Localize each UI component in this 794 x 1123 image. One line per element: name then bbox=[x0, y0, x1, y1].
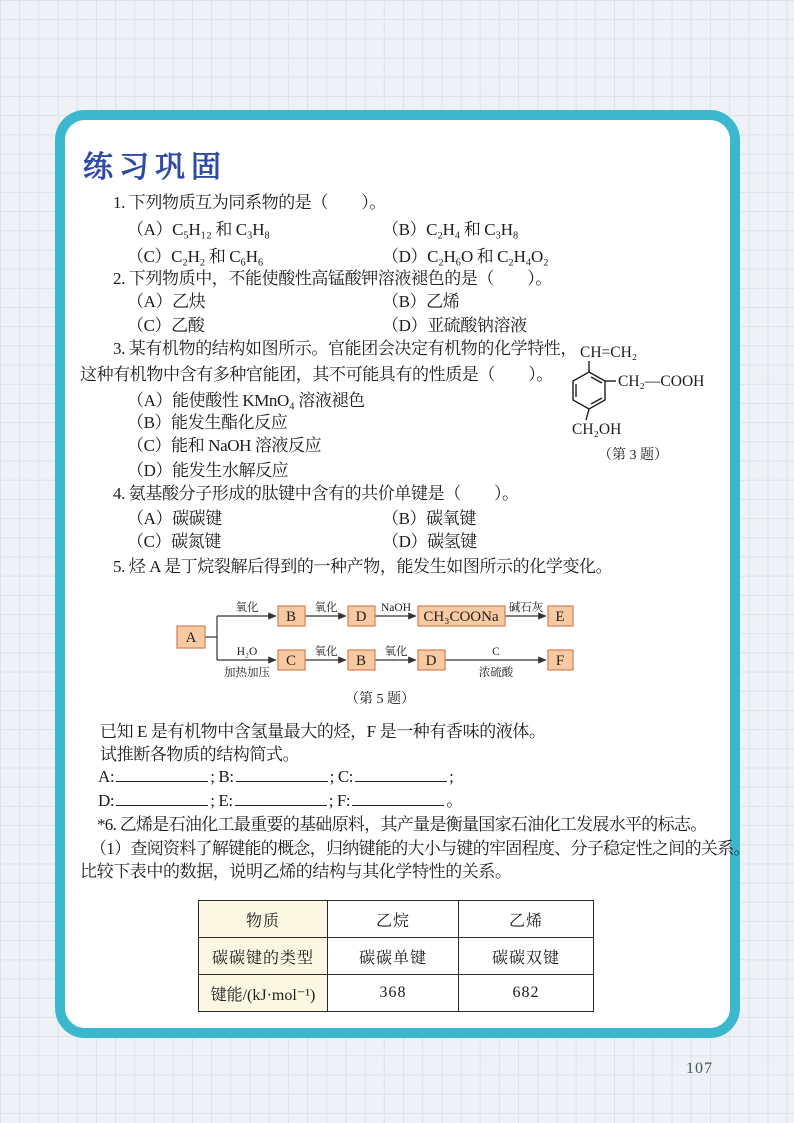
label-oxidation-1: 氧化 bbox=[235, 602, 259, 614]
label-soda-lime: 碱石灰 bbox=[508, 602, 544, 614]
blank-end-1: ; bbox=[449, 767, 454, 786]
figure-3-caption: （第 3 题） bbox=[598, 448, 668, 463]
blank-label-d: D: bbox=[98, 791, 115, 810]
answer-blank-b bbox=[236, 768, 328, 782]
answer-blank-d bbox=[116, 792, 208, 806]
label-carbon: C bbox=[492, 646, 500, 658]
bottom-group-label: CH₂OH bbox=[572, 421, 622, 438]
table-cell-ethane: 乙烷 bbox=[328, 901, 459, 938]
worksheet-content bbox=[65, 120, 750, 1028]
question-4-stem: 4. 氨基酸分子形成的肽键中含有的共价单键是（ ）。 bbox=[113, 484, 519, 503]
table-header-substance: 物质 bbox=[199, 901, 328, 938]
label-oxidation-2: 氧化 bbox=[314, 602, 338, 614]
label-heat-pressure: 加热加压 bbox=[224, 667, 270, 679]
question-4-option-c: （C）碳氮键 bbox=[127, 532, 221, 551]
table-cell-double-bond: 碳碳双键 bbox=[459, 938, 594, 975]
label-oxidation-3: 氧化 bbox=[314, 646, 338, 658]
answer-blank-c bbox=[355, 768, 447, 782]
question-2-option-b: （B）乙烯 bbox=[382, 292, 460, 311]
vinyl-group-label: CH=CH₂ bbox=[580, 344, 638, 361]
question-5-blank-row-1 bbox=[98, 766, 453, 788]
question-3-option-a: （A）能使酸性 KMnO₄ 溶液褪色 bbox=[127, 391, 365, 410]
blank-label-a: A: bbox=[98, 767, 115, 786]
blank-end-2: 。 bbox=[446, 791, 463, 810]
page-title: 练习巩固 bbox=[83, 151, 227, 184]
figure-5-caption: （第 5 题） bbox=[345, 692, 415, 707]
question-5-blank-row-2 bbox=[98, 790, 463, 812]
table-cell-energy-368: 368 bbox=[328, 975, 459, 1012]
node-b-top: B bbox=[285, 609, 297, 625]
worksheet-card bbox=[55, 110, 750, 1038]
blank-label-e: ; E: bbox=[210, 791, 233, 810]
question-4-option-d: （D）碳氢键 bbox=[382, 532, 477, 551]
table-cell-single-bond: 碳碳单键 bbox=[328, 938, 459, 975]
question-5-stem: 5. 烃 A 是丁烷裂解后得到的一种产物，能发生如图所示的化学变化。 bbox=[113, 557, 613, 576]
node-f: F bbox=[555, 653, 565, 669]
node-d-top: D bbox=[355, 609, 367, 625]
table-row bbox=[199, 938, 594, 975]
question-5-infer-line: 试推断各物质的结构简式。 bbox=[100, 745, 300, 764]
question-2-option-a: （A）乙炔 bbox=[127, 292, 206, 311]
bottom-bond bbox=[586, 409, 589, 420]
question-6-sub1-line2: 比较下表中的数据，说明乙烯的结构与其化学特性的关系。 bbox=[80, 862, 512, 881]
answer-blank-f bbox=[352, 792, 444, 806]
table-row bbox=[199, 901, 594, 938]
question-4-option-b: （B）碳氧键 bbox=[382, 509, 476, 528]
question-5-known-line: 已知 E 是有机物中含氢量最大的烃，F 是一种有香味的液体。 bbox=[100, 722, 546, 741]
question-3-stem-line1: 3. 某有机物的结构如图所示。官能团会决定有机物的化学特性， bbox=[113, 339, 577, 358]
question-6-stem: *6. 乙烯是石油化工最重要的基础原料，其产量是衡量国家石油化工发展水平的标志。 bbox=[97, 815, 707, 834]
question-2-option-d: （D）亚硫酸钠溶液 bbox=[382, 316, 527, 335]
answer-blank-a bbox=[116, 768, 208, 782]
table-cell-ethylene: 乙烯 bbox=[459, 901, 594, 938]
blank-label-b: ; B: bbox=[210, 767, 234, 786]
table-header-bond-energy: 键能/(kJ·mol⁻¹) bbox=[199, 975, 328, 1012]
benzene-ring bbox=[573, 361, 616, 420]
question-1-option-d: （D）C₂H₆O 和 C₂H₄O₂ bbox=[382, 247, 549, 266]
question-1-option-a: （A）C₅H₁₂ 和 C₃H₈ bbox=[127, 220, 270, 239]
table-row bbox=[199, 975, 594, 1012]
side-chain-label: CH₂—COOH bbox=[618, 373, 705, 390]
question-3-option-b: （B）能发生酯化反应 bbox=[127, 413, 288, 432]
question-6-sub1-line1: （1）查阅资料了解键能的概念，归纳键能的大小与键的牢固程度、分子稳定性之间的关系。 bbox=[90, 839, 750, 858]
node-acetate: CH₃COONa bbox=[423, 609, 499, 625]
answer-blank-e bbox=[235, 792, 327, 806]
question-4-option-a: （A）碳碳键 bbox=[127, 509, 222, 528]
label-water: H₂O bbox=[236, 646, 258, 658]
bond-energy-table bbox=[198, 900, 594, 1012]
question-3-option-c: （C）能和 NaOH 溶液反应 bbox=[127, 436, 322, 455]
question-1-stem: 1. 下列物质互为同系物的是（ ）。 bbox=[113, 193, 386, 212]
node-e: E bbox=[555, 609, 565, 625]
label-naoh: NaOH bbox=[380, 602, 412, 614]
table-cell-energy-682: 682 bbox=[459, 975, 594, 1012]
node-a: A bbox=[185, 630, 197, 646]
node-d-bottom: D bbox=[425, 653, 437, 669]
blank-label-c: ; C: bbox=[329, 767, 354, 786]
node-b-bottom: B bbox=[355, 653, 367, 669]
table-header-bond-type: 碳碳键的类型 bbox=[199, 938, 328, 975]
question-5-flowchart bbox=[165, 593, 585, 711]
question-3-stem-line2: 这种有机物中含有多种官能团，其不可能具有的性质是（ ）。 bbox=[80, 365, 553, 384]
question-3-structure-figure bbox=[560, 338, 740, 473]
label-conc-sulfuric-acid: 浓硫酸 bbox=[478, 667, 514, 679]
question-1-option-c: （C）C₂H₂ 和 C₆H₆ bbox=[127, 247, 264, 266]
page-number: 107 bbox=[686, 1060, 713, 1077]
question-2-option-c: （C）乙酸 bbox=[127, 316, 205, 335]
question-1-option-b: （B）C₂H₄ 和 C₃H₈ bbox=[382, 220, 519, 239]
node-c: C bbox=[285, 653, 297, 669]
question-3-option-d: （D）能发生水解反应 bbox=[127, 461, 289, 480]
blank-label-f: ; F: bbox=[328, 791, 351, 810]
question-2-stem: 2. 下列物质中，不能使酸性高锰酸钾溶液褪色的是（ ）。 bbox=[113, 269, 552, 288]
label-oxidation-4: 氧化 bbox=[384, 646, 408, 658]
